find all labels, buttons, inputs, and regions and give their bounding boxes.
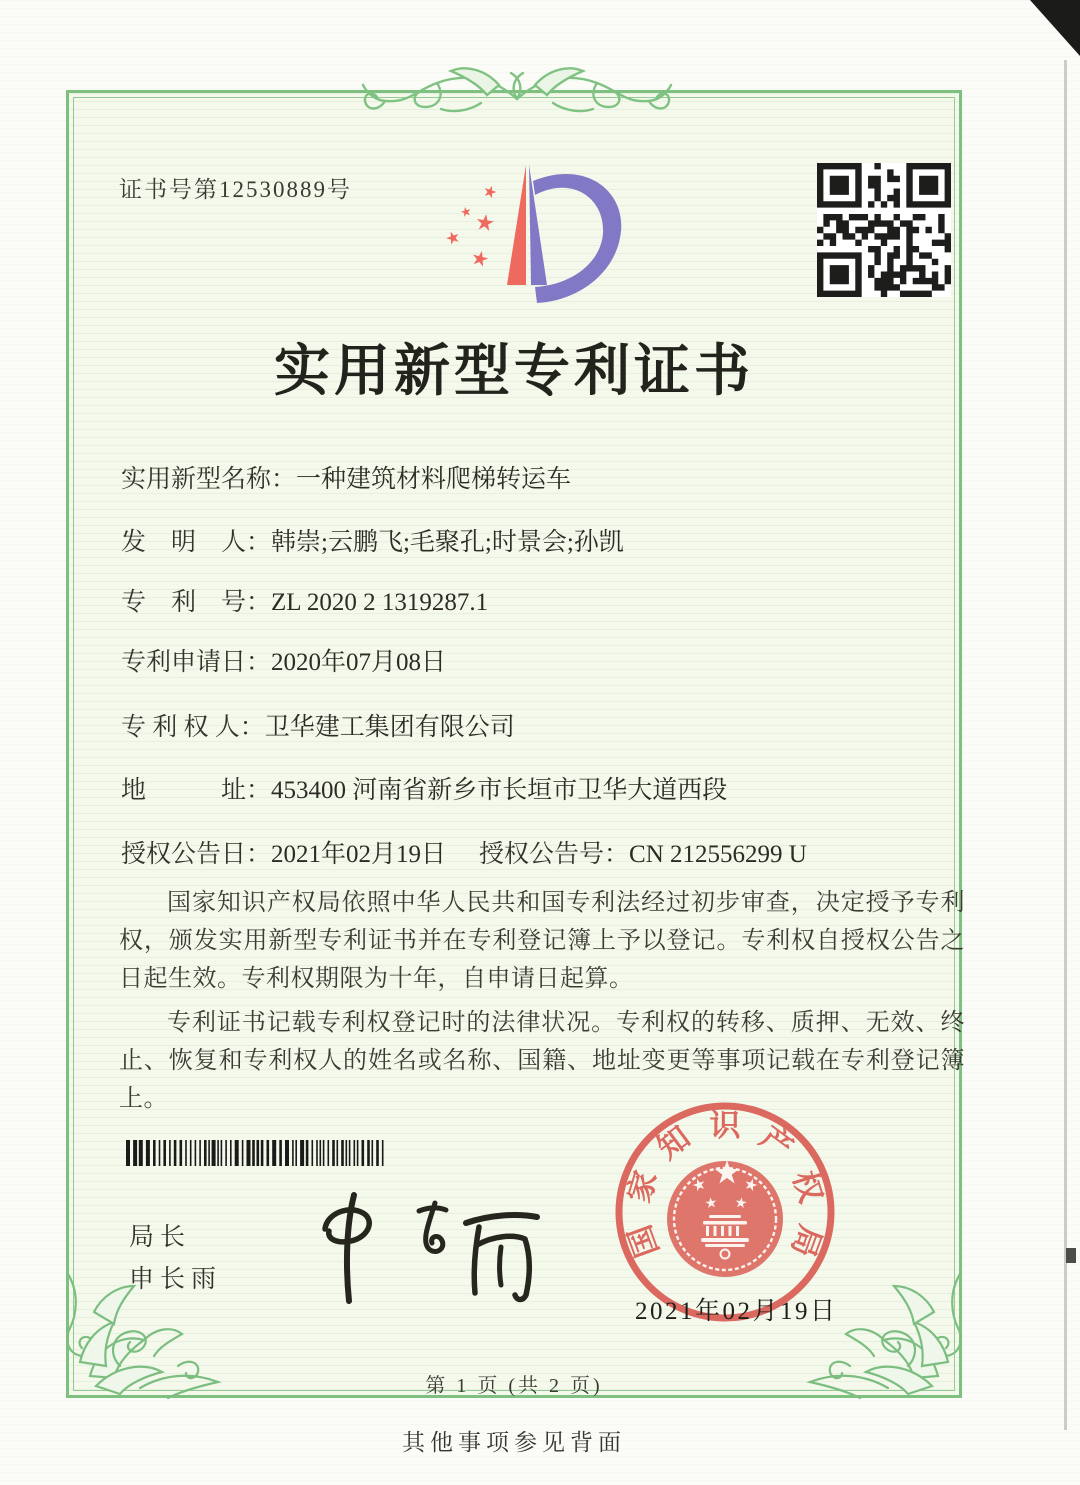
seal-char: 知 — [650, 1119, 697, 1166]
field-label: 地 址： — [121, 777, 272, 804]
legal-paragraph-1: 国家知识产权局依照中华人民共和国专利法经过初步审查，决定授予专利权，颁发实用新型专利证书并在专利登记簿上予以登记。专利权自授权公告之日起生效。专利权期限为十年，自申请日起算。 — [119, 890, 965, 992]
seal-char: 家 — [621, 1166, 664, 1207]
field-row-grant — [121, 834, 807, 870]
field-label: 实用新型名称： — [121, 466, 297, 493]
field-value: 453400 河南省新乡市长垣市卫华大道西段 — [271, 777, 728, 804]
field-value: 一种建筑材料爬梯转运车 — [296, 466, 572, 493]
scan-corner-artifact — [1030, 0, 1080, 56]
field-label: 授权公告日： — [121, 841, 272, 868]
director-title: 局长 — [129, 1224, 192, 1251]
back-note: 其他事项参见背面 — [402, 1430, 626, 1455]
seal-char: 国 — [621, 1220, 666, 1262]
seal-date: 2021年02月19日 — [635, 1298, 838, 1325]
field-value: ZL 2020 2 1319287.1 — [271, 589, 489, 616]
field-value: CN 212556299 U — [629, 841, 807, 868]
field-row-address — [121, 770, 727, 806]
legal-text — [119, 884, 965, 1118]
decorative-border-frame — [66, 90, 965, 1398]
scan-edge-artifact — [1064, 60, 1067, 1430]
field-row-name — [121, 459, 571, 495]
scan-nick-artifact — [1066, 1248, 1076, 1263]
certificate-number: 证书号第12530889号 — [119, 177, 352, 202]
director-signature — [291, 1189, 546, 1307]
seal-char: 局 — [784, 1220, 829, 1262]
field-value: 韩崇;云鹏飞;毛聚孔;时景会;孙凯 — [271, 529, 624, 556]
field-label: 专利申请日： — [121, 649, 272, 676]
page-number: 第 1 页 (共 2 页) — [425, 1375, 603, 1397]
top-border-ornament — [357, 59, 677, 133]
field-row-filing-date — [121, 642, 446, 678]
field-grant-number — [479, 834, 807, 870]
seal-char: 产 — [753, 1119, 800, 1166]
logo-stars — [445, 184, 498, 267]
cnipa-logo-icon — [433, 155, 653, 323]
barcode-icon — [126, 1140, 392, 1166]
field-label: 专 利 权 人： — [121, 714, 265, 741]
qr-code-icon — [817, 163, 951, 297]
certificate-title: 实用新型专利证书 — [274, 341, 754, 403]
legal-paragraph-2: 专利证书记载专利权登记时的法律状况。专利权的转移、质押、无效、终止、恢复和专利权人的姓名或名称、国籍、地址变更等事项记载在专利登记簿上。 — [119, 1010, 965, 1112]
field-label: 专 利 号： — [121, 589, 272, 616]
field-value: 2020年07月08日 — [271, 649, 447, 676]
field-row-patent-number — [121, 582, 488, 618]
field-row-inventors — [121, 522, 624, 558]
logo-cone-red — [507, 165, 526, 285]
director-name: 申长雨 — [129, 1266, 223, 1293]
field-value: 卫华建工集团有限公司 — [264, 714, 515, 741]
seal-char: 权 — [786, 1166, 829, 1207]
field-label: 发 明 人： — [121, 529, 272, 556]
seal-char: 识 — [709, 1108, 741, 1143]
field-row-patentee — [121, 707, 515, 743]
field-value: 2021年02月19日 — [271, 841, 447, 868]
national-emblem — [667, 1160, 783, 1277]
field-label: 授权公告号： — [479, 841, 630, 868]
